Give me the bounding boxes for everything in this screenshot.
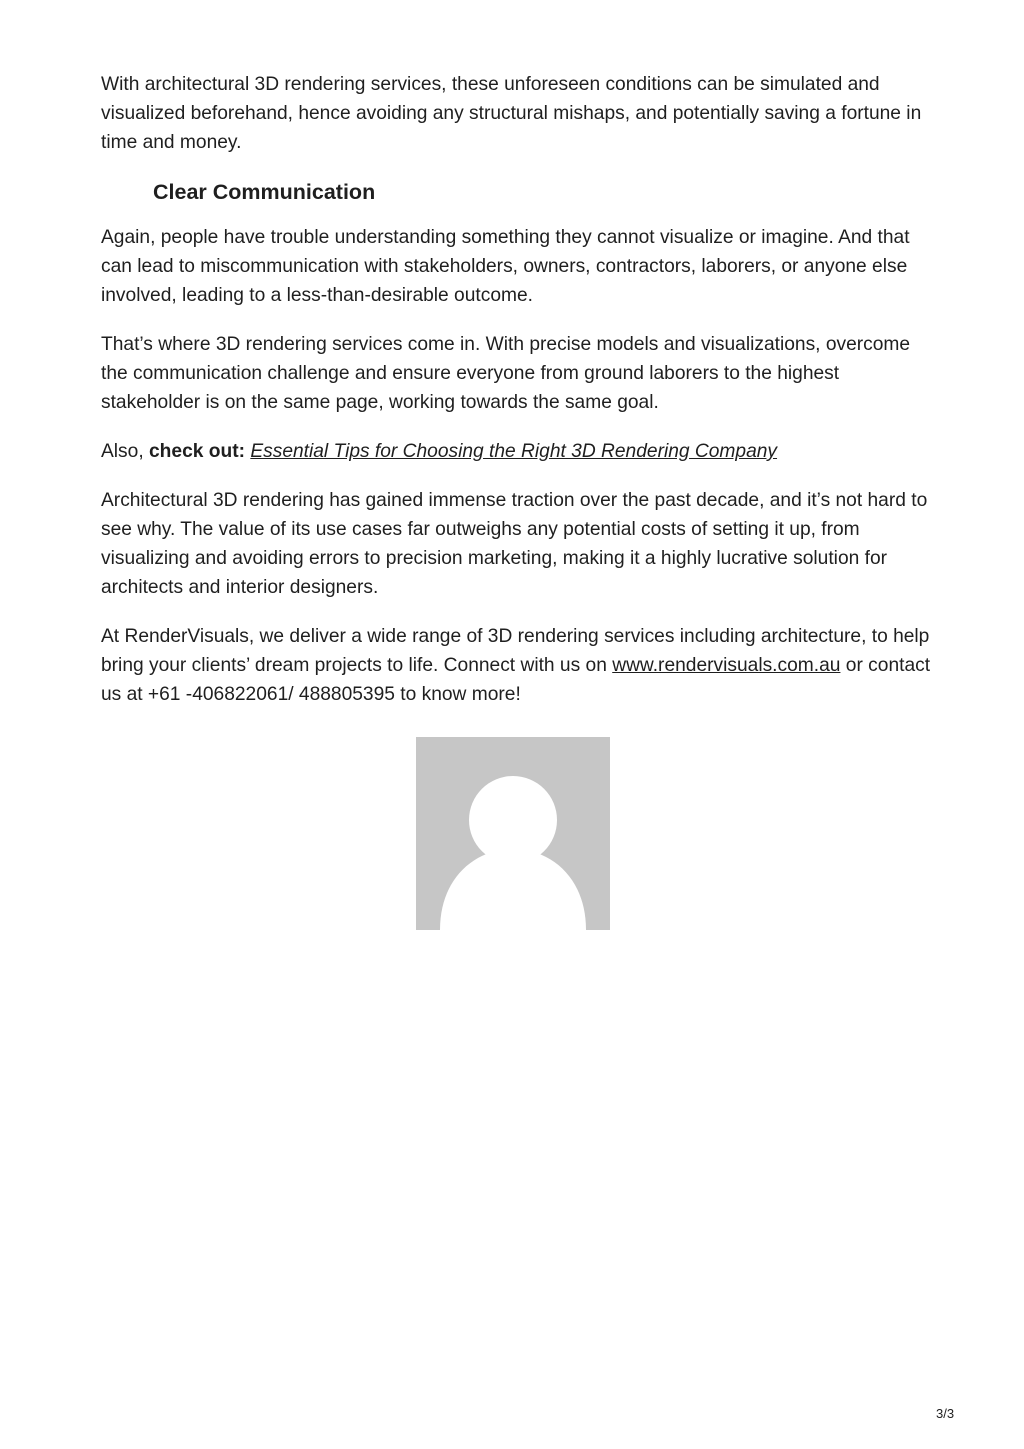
- paragraph-architectural: Architectural 3D rendering has gained immense traction over the past decade, and it’s not hard to see why. The value of its use cases far outweighs any potential costs of setting it up, from visualizing and avoiding errors to precision marketing, making it a highly lucrative solution for architects and interior designers.: [101, 490, 928, 598]
- paragraph-intro: With architectural 3D rendering services, these unforeseen conditions can be simulated and visualized beforehand, hence avoiding any structural mishaps, and potentially saving a fortune in time and money.: [101, 74, 922, 153]
- author-avatar: [416, 737, 610, 930]
- heading-clear-communication: Clear Communication: [153, 180, 376, 204]
- avatar-body: [440, 849, 586, 930]
- rendervisuals-text-start: At RenderVisuals, we deliver a wide range of 3D rendering services including architecture, to help bring your clients’ dream projects to life. Connect with us on: [101, 626, 930, 676]
- paragraph-again: Again, people have trouble understanding something they cannot visualize or imagine. And that can lead to miscommunication with stakeholders, owners, contractors, laborers, or anyone else involved, leading to a less-than-desirable outcome.: [101, 227, 910, 306]
- user-silhouette-icon: [416, 737, 610, 930]
- paragraph-rendervisuals: [101, 622, 931, 709]
- paragraph-thats-where: That’s where 3D rendering services come in. With precise models and visualizations, overcome the communication challenge and ensure everyone from ground laborers to the highest stakeholder is on the same page, working towards the same goal.: [101, 334, 911, 413]
- check-out-label: check out:: [149, 441, 245, 462]
- website-link[interactable]: www.rendervisuals.com.au: [612, 655, 841, 676]
- page-number: 3/3: [936, 1406, 955, 1421]
- article-body: [101, 70, 931, 729]
- also-prefix: Also,: [101, 441, 144, 462]
- rendervisuals-text-end: or contact us at +61 -406822061/ 488805395 to know more!: [101, 655, 931, 705]
- check-out-link[interactable]: Essential Tips for Choosing the Right 3D Rendering Company: [250, 441, 778, 462]
- paragraph-check-out: [101, 437, 931, 466]
